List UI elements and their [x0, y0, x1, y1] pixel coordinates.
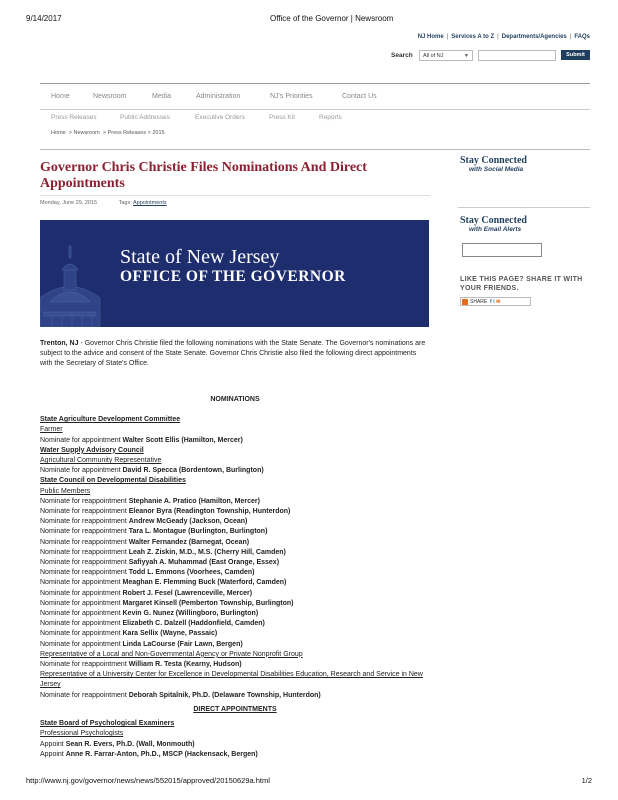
email-subtitle[interactable]: with Email Alerts — [469, 226, 522, 233]
search-input[interactable] — [478, 50, 556, 61]
appointment-action: Nominate for reappointment — [40, 497, 127, 505]
search-submit-button[interactable]: Submit — [561, 50, 590, 60]
appointment-entry — [40, 740, 430, 750]
article-date: Monday, June 29, 2015 — [40, 200, 98, 206]
appointment-action: Appoint — [40, 740, 64, 748]
appointee-name: Todd L. Emmons (Voorhees, Camden) — [128, 569, 255, 577]
share-label: SHARE — [470, 299, 488, 305]
stay-connected-social — [460, 155, 588, 173]
appointee-name: Linda LaCourse (Fair Lawn, Bergen) — [122, 640, 243, 648]
appointee-name: Kara Sellix (Wayne, Passaic) — [122, 630, 218, 638]
nominations-heading: NOMINATIONS — [210, 396, 260, 403]
share-plus-icon — [462, 299, 468, 305]
appointment-action: Nominate for appointment — [40, 589, 121, 597]
direct-appointments-heading: DIRECT APPOINTMENTS — [193, 705, 277, 713]
appointment-action: Nominate for appointment — [40, 630, 121, 638]
util-link-faqs[interactable]: FAQs — [574, 34, 590, 40]
breadcrumb-year[interactable]: 2015 — [152, 130, 165, 136]
appointment-entry — [40, 527, 430, 537]
appointment-entry — [40, 568, 430, 578]
appointment-entry — [40, 589, 430, 599]
appointee-name: Safiyyah A. Muhammad (East Orange, Essex) — [128, 559, 280, 567]
search-label: Search — [391, 52, 413, 59]
facebook-icon[interactable]: f — [490, 299, 492, 305]
email-share-icon[interactable]: ✉ — [496, 299, 501, 305]
appointee-name: David R. Specca (Bordentown, Burlington) — [122, 467, 264, 475]
print-title: Office of the Governor | Newsroom — [270, 14, 394, 23]
nav-newsroom[interactable]: Newsroom — [93, 93, 127, 100]
appointment-entry — [40, 609, 430, 619]
appointment-action: Nominate for reappointment — [40, 548, 127, 556]
appointment-entry — [40, 599, 430, 609]
appointment-entry — [40, 691, 430, 701]
breadcrumb: Home > Newsroom > Press Releases > 2015 — [51, 130, 165, 136]
subnav-press-kit[interactable]: Press Kit — [269, 114, 296, 121]
appointment-action: Nominate for reappointment — [40, 508, 127, 516]
social-title: Stay Connected — [460, 155, 527, 166]
appointment-entry — [40, 436, 430, 446]
nominations-list — [40, 415, 430, 701]
governor-banner — [40, 220, 429, 327]
search-scope-select[interactable] — [419, 50, 473, 61]
divider — [40, 149, 590, 150]
appointee-name: Elizabeth C. Dalzell (Haddonfield, Camden) — [122, 620, 265, 628]
appointee-name: Stephanie A. Pratico (Hamilton, Mercer) — [128, 497, 260, 505]
search-scope-value: All of NJ — [423, 53, 444, 59]
article-meta — [40, 200, 167, 206]
utility-nav: NJ Home | Services A to Z | Departments/Agencies | FAQs — [417, 34, 590, 40]
print-page-number: 1/2 — [581, 776, 592, 785]
intro-text: - Governor Chris Christie filed the following nominations with the State Senate. The Governor's nominations are subject to the advice and consent of the State Senate. Governor Chris Christie also filed the following direct appointments with the Secretary of State's Office. — [40, 340, 426, 368]
member-category: Public Members — [40, 487, 91, 495]
subnav-executive-orders[interactable]: Executive Orders — [195, 114, 245, 121]
appointee-name: Tara L. Montague (Burlington, Burlington) — [128, 528, 268, 536]
main-nav — [40, 83, 590, 110]
breadcrumb-home[interactable]: Home — [51, 130, 66, 136]
appointment-entry — [40, 466, 430, 476]
tags-label: Tags: — [118, 200, 132, 206]
appointment-action: Nominate for appointment — [40, 467, 121, 475]
appointment-entry — [40, 578, 430, 588]
twitter-icon[interactable]: t — [493, 299, 495, 305]
appointment-action: Nominate for reappointment — [40, 569, 127, 577]
appointee-name: Kevin G. Nunez (Willingboro, Burlington) — [122, 610, 259, 618]
nav-priorities[interactable]: NJ's Priorities — [270, 93, 313, 100]
nav-home[interactable]: Home — [51, 93, 70, 100]
board-name: State Council on Developmental Disabilities — [40, 477, 186, 485]
member-category: Agricultural Community Representative — [40, 457, 162, 465]
appointment-action: Nominate for appointment — [40, 640, 121, 648]
member-category: Farmer — [40, 426, 63, 434]
appointment-entry — [40, 660, 430, 670]
appointee-name: William R. Testa (Kearny, Hudson) — [128, 661, 242, 669]
member-category: Representative of a Local and Non-Governmental Agency or Private Nonprofit Group — [40, 650, 303, 658]
banner-state: State of New Jersey — [120, 246, 280, 268]
appointment-entry — [40, 507, 430, 517]
appointment-entry — [40, 538, 430, 548]
appointment-action: Nominate for appointment — [40, 610, 121, 618]
appointment-action: Nominate for reappointment — [40, 661, 127, 669]
breadcrumb-newsroom[interactable]: Newsroom — [73, 130, 100, 136]
appointment-entry — [40, 558, 430, 568]
appointee-name: Meaghan E. Flemming Buck (Waterford, Camden) — [122, 579, 287, 587]
util-link-departments[interactable]: Departments/Agencies — [501, 34, 567, 40]
util-link-services[interactable]: Services A to Z — [451, 34, 495, 40]
appointment-action: Nominate for appointment — [40, 620, 121, 628]
appointee-name: Anne R. Farrar-Anton, Ph.D., MSCP (Hackensack, Bergen) — [65, 750, 258, 758]
appointment-action: Nominate for reappointment — [40, 518, 127, 526]
nav-administration[interactable]: Administration — [196, 93, 241, 100]
print-header — [26, 14, 592, 26]
appointment-entry — [40, 497, 430, 507]
appointment-action: Nominate for reappointment — [40, 559, 127, 567]
appointment-action: Nominate for reappointment — [40, 538, 127, 546]
article-title: Governor Chris Christie Files Nominations And Direct Appointments — [40, 160, 367, 191]
share-prompt: LIKE THIS PAGE? SHARE IT WITH YOUR FRIENDS. — [460, 276, 583, 292]
share-button[interactable] — [460, 297, 531, 306]
nav-media[interactable]: Media — [152, 93, 172, 100]
print-date: 9/14/2017 — [26, 14, 62, 23]
tag-link[interactable]: Appointments — [133, 200, 167, 206]
appointment-entry — [40, 750, 430, 760]
banner-office: OFFICE OF THE GOVERNOR — [120, 268, 346, 285]
email-title: Stay Connected — [460, 215, 527, 226]
subnav-press-releases[interactable]: Press Releases — [51, 114, 97, 121]
appointment-entry — [40, 640, 430, 650]
board-name: State Board of Psychological Examiners — [40, 720, 175, 728]
intro-paragraph — [40, 339, 430, 370]
stay-connected-email — [460, 215, 588, 233]
print-footer — [26, 776, 592, 786]
appointee-name: Walter Scott Ellis (Hamilton, Mercer) — [122, 436, 243, 444]
appointment-entry — [40, 548, 430, 558]
appointment-action: Nominate for reappointment — [40, 528, 127, 536]
appointee-name: Robert J. Fesel (Lawrenceville, Mercer) — [122, 589, 253, 597]
member-category: Representative of a University Center for Excellence in Developmental Disabilities Education, Research and Service in New Jersey — [40, 671, 423, 689]
appointment-entry — [40, 619, 430, 629]
appointment-action: Nominate for appointment — [40, 599, 121, 607]
appointment-action: Nominate for appointment — [40, 579, 121, 587]
nominations-section — [40, 395, 430, 760]
util-link-nj-home[interactable]: NJ Home — [417, 34, 444, 40]
appointment-entry — [40, 517, 430, 527]
appointee-name: Walter Fernandez (Barnegat, Ocean) — [128, 538, 250, 546]
divider — [40, 195, 430, 196]
subnav-reports[interactable]: Reports — [319, 114, 342, 121]
appointee-name: Deborah Spitalnik, Ph.D. (Delaware Township, Hunterdon) — [128, 691, 321, 699]
appointment-entry — [40, 629, 430, 639]
print-url: http://www.nj.gov/governor/news/news/552015/approved/20150629a.html — [26, 776, 270, 785]
divider — [458, 207, 590, 208]
appointee-name: Margaret Kinsell (Pemberton Township, Burlington) — [122, 599, 294, 607]
subnav-public-addresses[interactable]: Public Addresses — [120, 114, 170, 121]
appointee-name: Leah Z. Ziskin, M.D., M.S. (Cherry Hill, Camden) — [128, 548, 286, 556]
nav-contact[interactable]: Contact Us — [342, 93, 377, 100]
appointee-name: Sean R. Evers, Ph.D. (Wall, Monmouth) — [65, 740, 195, 748]
breadcrumb-press-releases[interactable]: Press Releases — [107, 130, 147, 136]
social-subtitle[interactable]: with Social Media — [469, 166, 524, 173]
board-name: State Agriculture Development Committee — [40, 416, 181, 424]
member-category: Professional Psychologists — [40, 730, 124, 738]
dateline: Trenton, NJ — [40, 340, 79, 347]
email-alert-input[interactable] — [462, 243, 542, 257]
direct-appointments-list — [40, 719, 430, 760]
board-name: Water Supply Advisory Council — [40, 446, 144, 454]
appointment-action: Nominate for appointment — [40, 436, 121, 444]
appointee-name: Eleanor Byra (Readington Township, Hunterdon) — [128, 508, 291, 516]
chevron-down-icon: ▼ — [464, 53, 469, 59]
appointment-action: Nominate for reappointment — [40, 691, 127, 699]
appointee-name: Andrew McGeady (Jackson, Ocean) — [128, 518, 248, 526]
appointment-action: Appoint — [40, 750, 64, 758]
